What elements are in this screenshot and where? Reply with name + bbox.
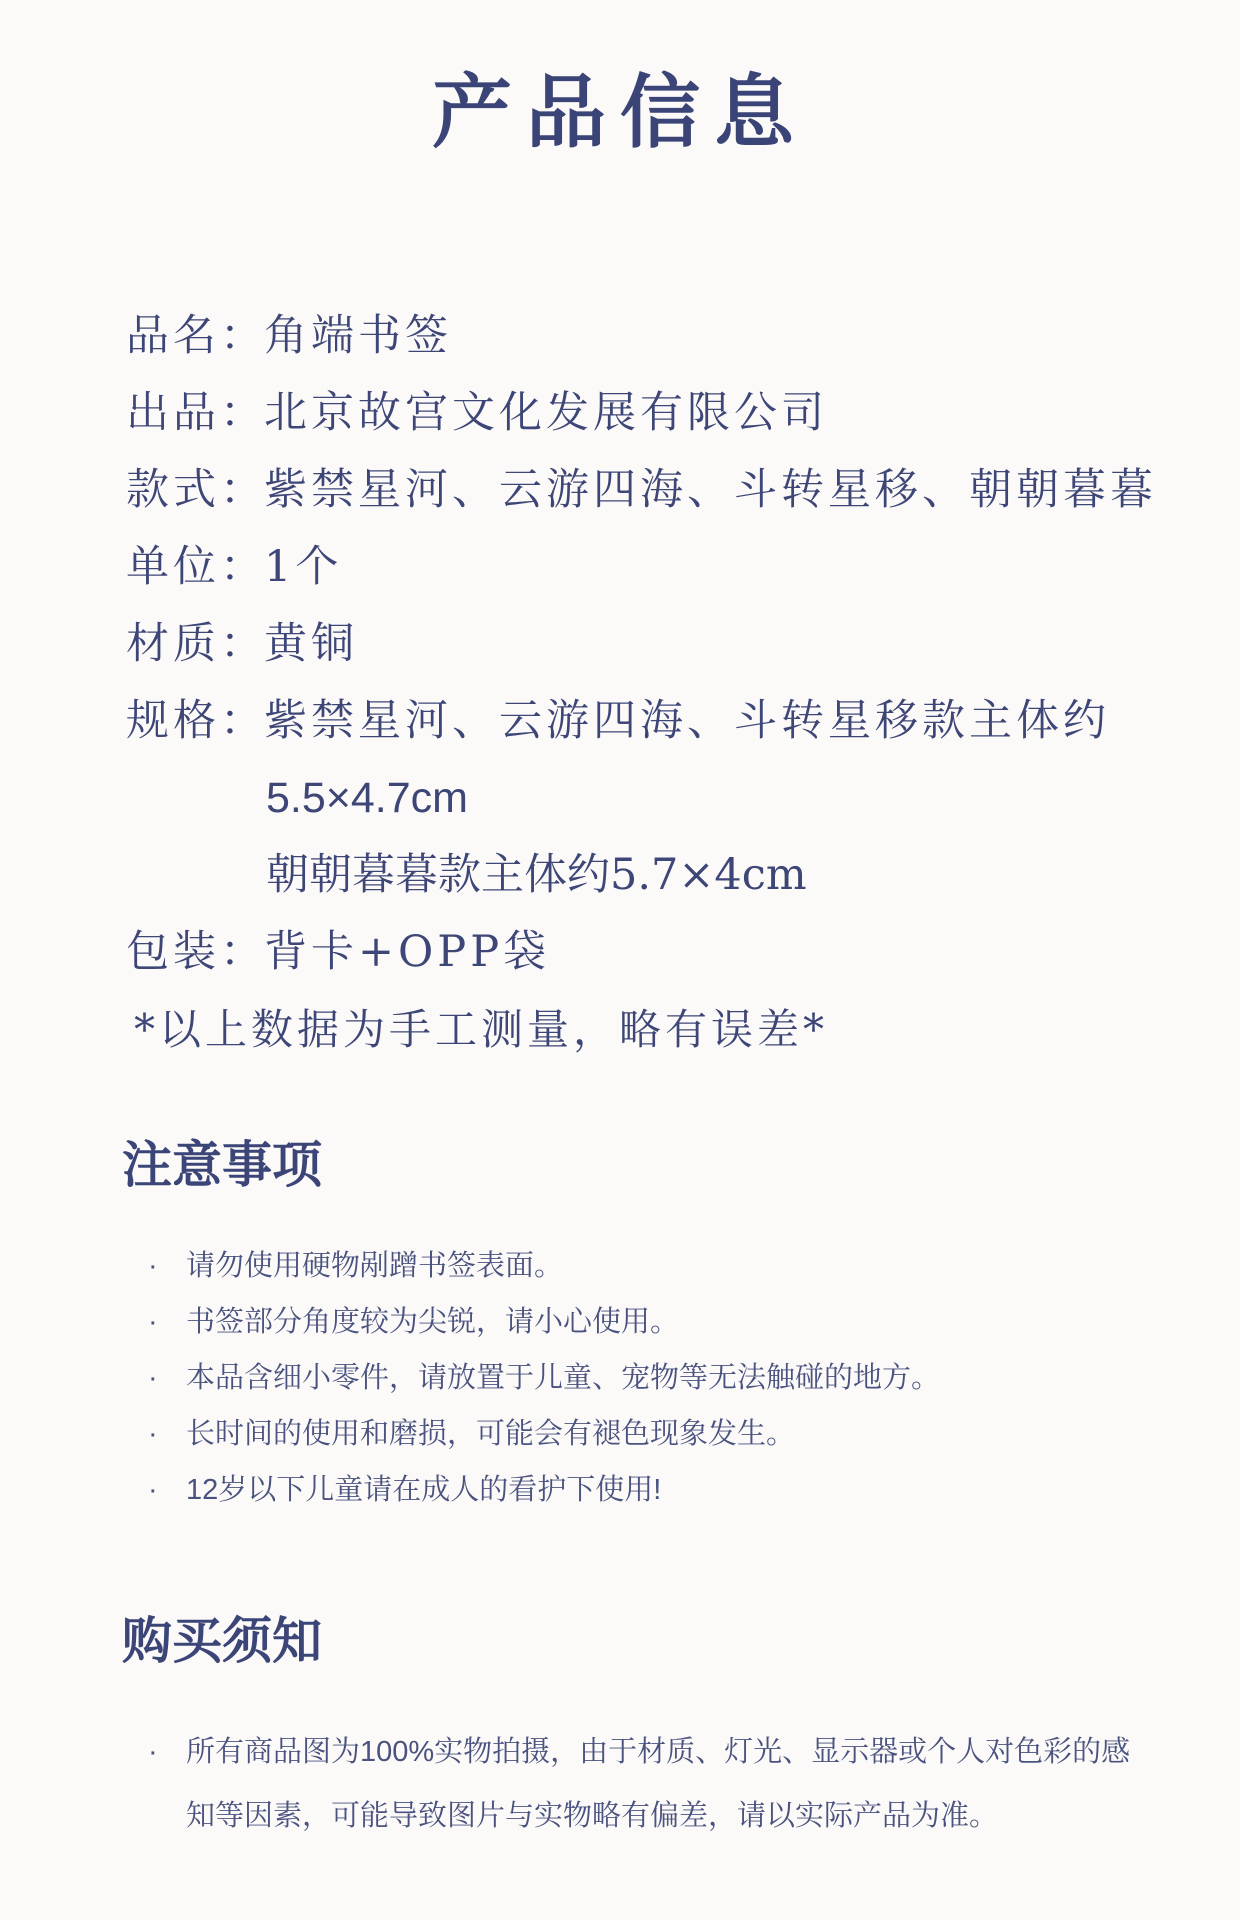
caution-item <box>148 1238 1148 1294</box>
spec-value-line2: 5.5×4.7cm <box>266 774 468 822</box>
info-row-name <box>126 298 1186 375</box>
caution-item <box>148 1294 1148 1350</box>
styles-value: 紫禁星河、云游四海、斗转星移、朝朝暮暮 <box>264 465 1157 515</box>
package-label: 包装： <box>126 927 267 977</box>
caution-text: 书签部分角度较为尖锐，请小心使用。 <box>186 1306 680 1338</box>
info-row-package <box>126 914 1186 991</box>
info-row-spec <box>126 683 1186 760</box>
bullet-dot: · <box>148 1418 158 1450</box>
caution-text: 长时间的使用和磨损，可能会有褪色现象发生。 <box>186 1418 796 1450</box>
spec-label: 规格： <box>126 696 267 746</box>
caution-text: 12岁以下儿童请在成人的看护下使用! <box>186 1474 662 1506</box>
product-info-list <box>126 298 1186 1068</box>
bullet-dot: · <box>148 1362 158 1394</box>
spec-value-line3: 朝朝暮暮款主体约5.7×4cm <box>266 850 807 900</box>
caution-text: 请勿使用硬物剐蹭书签表面。 <box>186 1250 564 1282</box>
bullet-dot: · <box>148 1474 158 1506</box>
info-row-maker <box>126 375 1186 452</box>
unit-value: 1个 <box>264 542 343 592</box>
maker-label: 出品： <box>126 388 267 438</box>
cautions-title: 注意事项 <box>122 1137 322 1193</box>
measurement-note: *以上数据为手工测量，略有误差* <box>134 1005 829 1054</box>
spec-value-line1: 紫禁星河、云游四海、斗转星移款主体约 <box>264 696 1110 746</box>
info-row-styles <box>126 452 1186 529</box>
styles-label: 款式： <box>126 465 267 515</box>
purchase-item <box>148 1720 1148 1848</box>
name-value: 角端书签 <box>264 311 452 361</box>
maker-value: 北京故宫文化发展有限公司 <box>264 388 828 438</box>
material-value: 黄铜 <box>264 619 358 669</box>
caution-item <box>148 1406 1148 1462</box>
purchase-list <box>148 1720 1148 1848</box>
purchase-title: 购买须知 <box>122 1613 322 1669</box>
unit-label: 单位： <box>126 542 267 592</box>
caution-text: 本品含细小零件，请放置于儿童、宠物等无法触碰的地方。 <box>186 1362 941 1394</box>
bullet-dot: · <box>148 1736 158 1768</box>
cautions-list <box>148 1238 1148 1518</box>
caution-item <box>148 1350 1148 1406</box>
caution-item <box>148 1462 1148 1518</box>
material-label: 材质： <box>126 619 267 669</box>
name-label: 品名： <box>126 311 267 361</box>
info-row-material <box>126 606 1186 683</box>
package-value: 背卡+OPP袋 <box>264 927 551 977</box>
bullet-dot: · <box>148 1306 158 1338</box>
purchase-text: 所有商品图为100%实物拍摄，由于材质、灯光、显示器或个人对色彩的感知等因素，可能导致图片与实物略有偏差，请以实际产品为准。 <box>186 1736 1131 1832</box>
info-row-unit <box>126 529 1186 606</box>
bullet-dot: · <box>148 1250 158 1282</box>
page-title: 产品信息 <box>432 65 808 159</box>
